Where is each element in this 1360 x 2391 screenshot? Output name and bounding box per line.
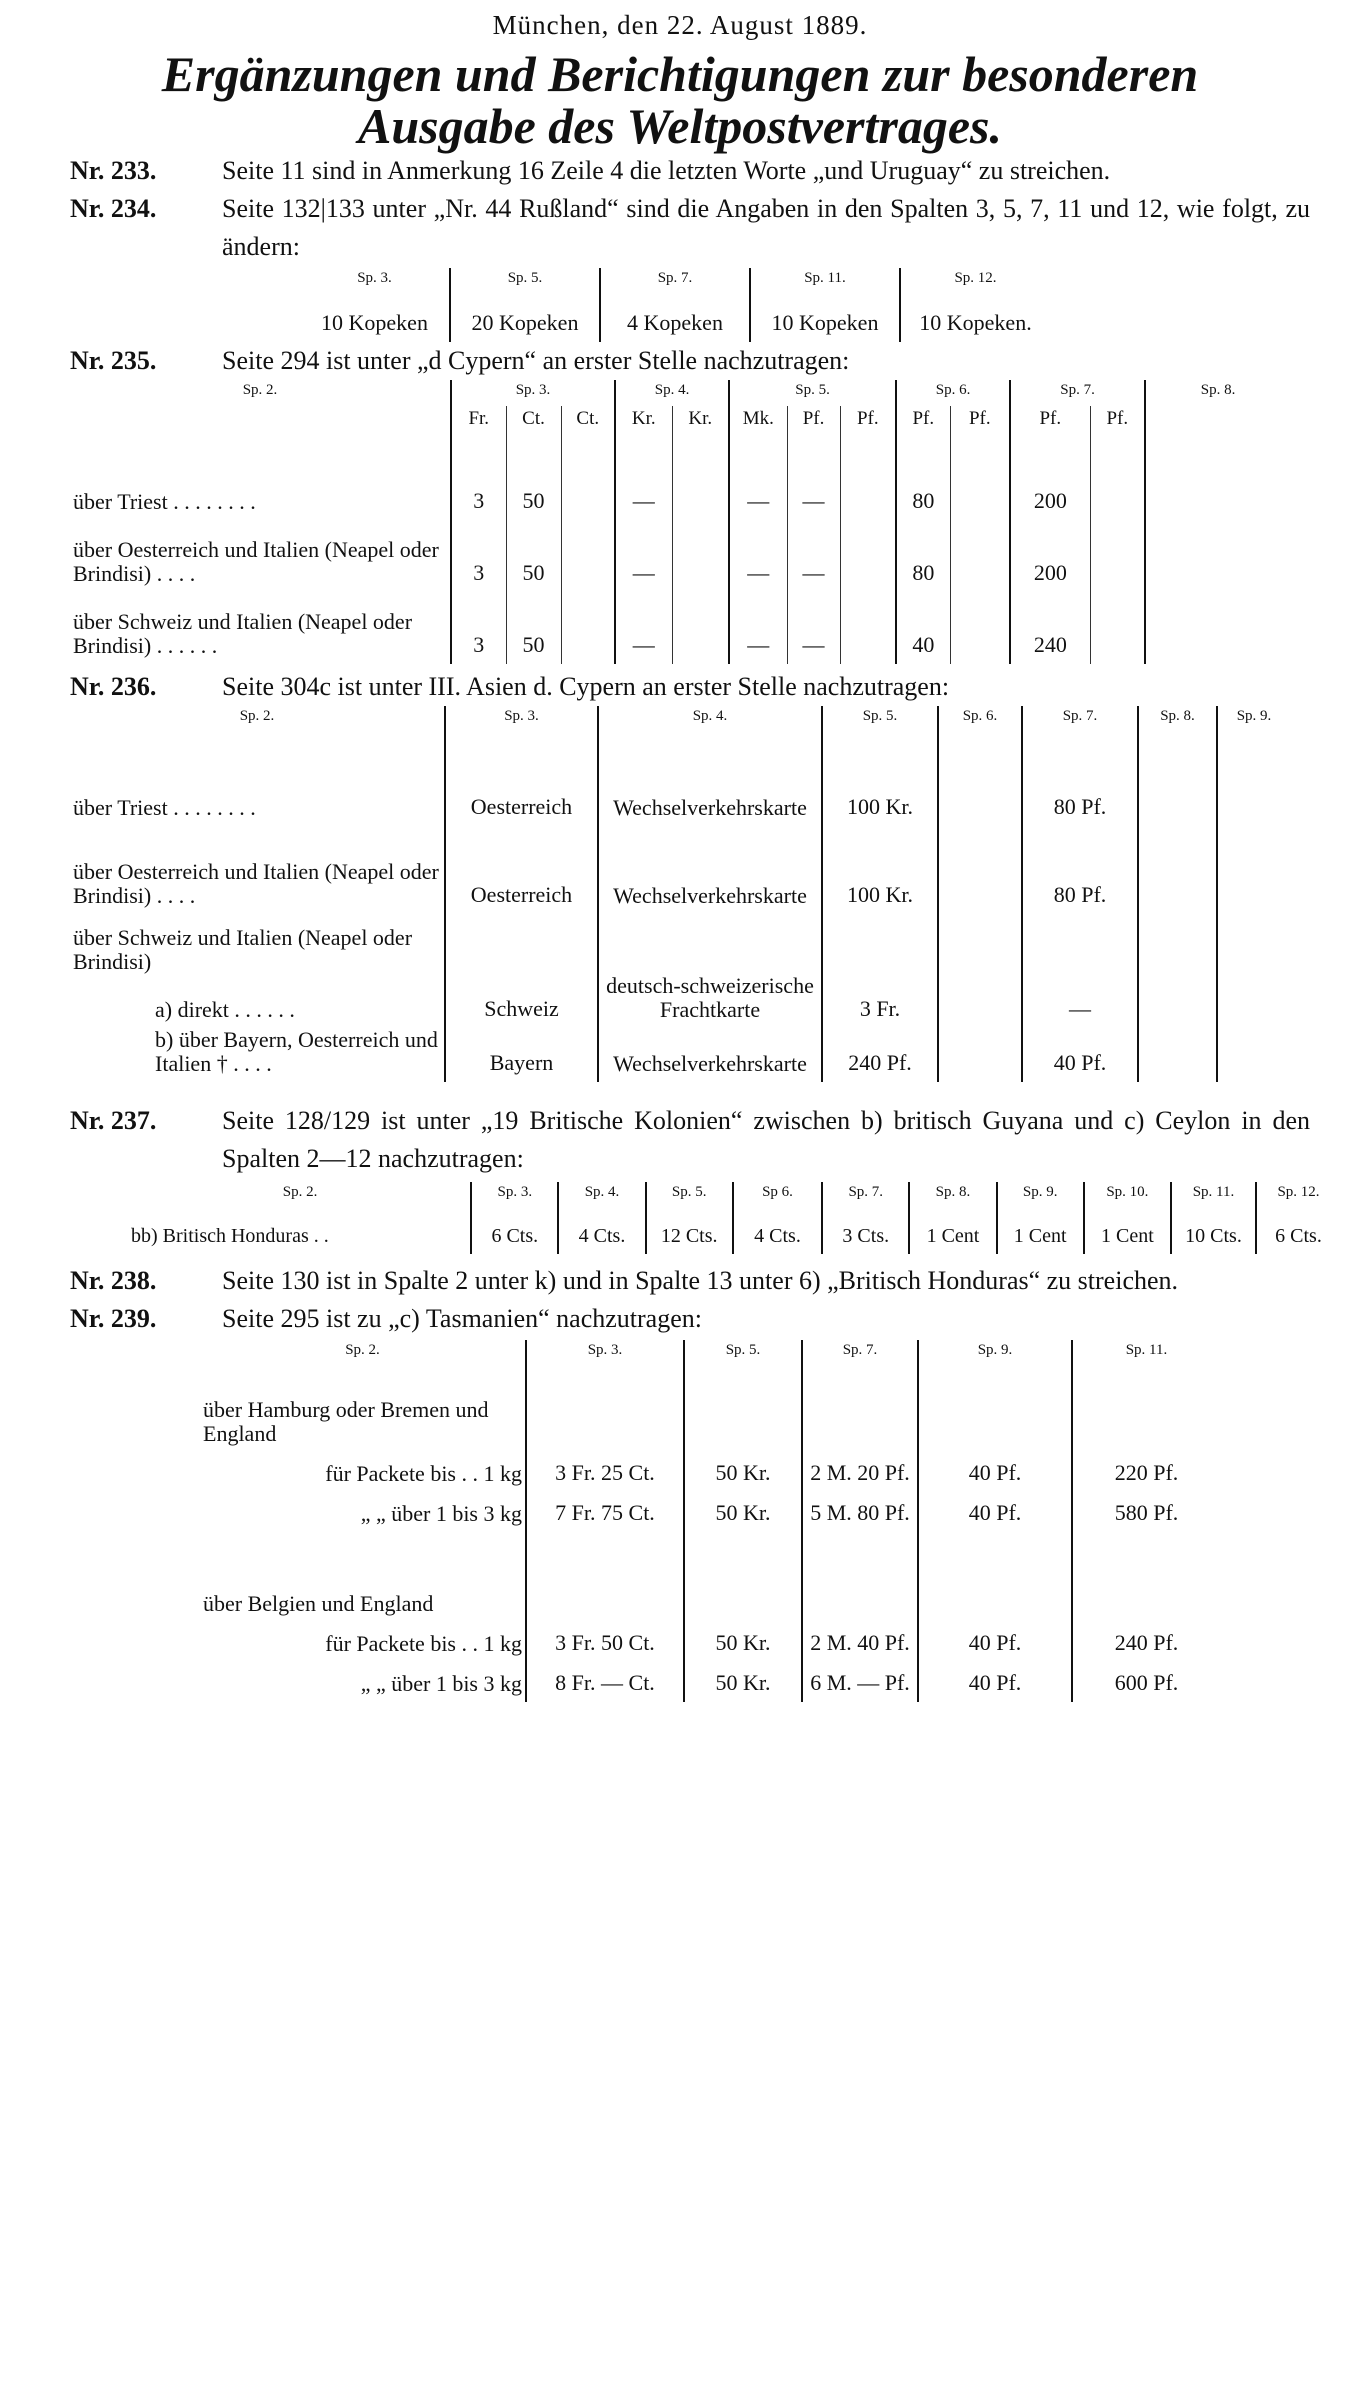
column-header: Sp. 11.: [750, 268, 900, 296]
table-row: [70, 520, 1290, 592]
table-cell: 80: [896, 448, 950, 520]
table-cell: 4 Kopeken: [600, 296, 750, 342]
table-cell: [802, 1398, 918, 1452]
entry-238: [70, 1262, 1310, 1300]
table-cell: [1217, 738, 1290, 826]
column-header: Sp. 5.: [646, 1182, 733, 1210]
unit-header: Ct.: [561, 406, 615, 448]
table-cell: [1072, 1398, 1220, 1452]
column-header: Sp. 7.: [600, 268, 750, 296]
column-header: Sp. 2.: [345, 1342, 380, 1358]
table-cell: 50: [506, 520, 561, 592]
table-cell: 80 Pf.: [1022, 826, 1138, 914]
column-group-header: Sp. 3.: [451, 380, 615, 406]
table-cell: 40 Pf.: [918, 1622, 1072, 1662]
table-cell: —: [787, 448, 840, 520]
title-line-1: Ergänzungen und Berichtigungen zur besonderen: [161, 46, 1199, 102]
table-cell: Oesterreich: [445, 826, 598, 914]
unit-header: Pf.: [950, 406, 1010, 448]
table-cell: 100 Kr.: [822, 826, 938, 914]
table-cell: —: [787, 520, 840, 592]
unit-header: Pf.: [1010, 406, 1090, 448]
table-cell: 1 Cent: [997, 1210, 1084, 1254]
table-cell: 200: [1010, 520, 1090, 592]
row-label: über Oesterreich und Italien (Neapel oder Brindisi) . . . .: [73, 537, 439, 586]
table-cell: [445, 914, 598, 974]
table-239: [200, 1340, 1220, 1702]
row-label: a) direkt . . . . . .: [155, 997, 295, 1022]
column-group-header: Sp. 5.: [729, 380, 896, 406]
header-row: [200, 1340, 1220, 1398]
column-header: Sp. 7.: [1022, 706, 1138, 738]
table-row: [200, 1492, 1220, 1532]
row-label: bb) Britisch Honduras . .: [131, 1225, 329, 1247]
unit-header: Kr.: [672, 406, 729, 448]
table-cell: 6 M. — Pf.: [802, 1662, 918, 1702]
table-row: [130, 1210, 1340, 1254]
table-cell: [526, 1532, 684, 1582]
table-cell: 50 Kr.: [684, 1622, 802, 1662]
entry-237: [70, 1102, 1310, 1178]
column-header: Sp. 2.: [282, 1184, 318, 1200]
entry-number: Nr. 239.: [70, 1304, 157, 1333]
table-cell: 10 Cts.: [1171, 1210, 1256, 1254]
column-header: Sp. 5.: [684, 1340, 802, 1398]
table-cell: 10 Kopeken: [321, 310, 428, 335]
table-cell: [938, 914, 1022, 974]
table-cell: 4 Cts.: [733, 1210, 822, 1254]
table-cell: [672, 448, 729, 520]
table-cell: 50 Kr.: [684, 1662, 802, 1702]
table-cell: [1138, 914, 1217, 974]
table-cell: 6 Cts.: [1256, 1210, 1340, 1254]
table-236: [70, 706, 1290, 1082]
table-cell: [950, 520, 1010, 592]
row-label: über Triest . . . . . . . .: [73, 489, 256, 514]
table-cell: 3 Fr. 50 Ct.: [526, 1622, 684, 1662]
table-row: [70, 592, 1290, 664]
table-row: [200, 1398, 1220, 1452]
unit-header: Pf.: [1090, 406, 1145, 448]
table-cell: 50: [506, 592, 561, 664]
table-cell: [950, 592, 1010, 664]
table-cell: [918, 1582, 1072, 1622]
table-cell: 3: [451, 448, 506, 520]
row-label: b) über Bayern, Oesterreich und Italien † . . . .: [155, 1027, 438, 1076]
column-group-header: Sp. 7.: [1010, 380, 1145, 406]
entry-number: Nr. 235.: [70, 346, 157, 375]
row-label: über Hamburg oder Bremen und England: [203, 1397, 489, 1446]
column-header: Sp. 4.: [558, 1182, 645, 1210]
table-cell: deutsch-schweizerische Frachtkarte: [598, 974, 822, 1028]
table-row: [200, 1532, 1220, 1582]
table-cell: 3: [451, 592, 506, 664]
table-cell: [1090, 448, 1145, 520]
entry-text: Seite 294 ist unter „d Cypern“ an erster Stelle nachzutragen:: [222, 346, 850, 375]
table-cell: —: [729, 592, 787, 664]
unit-header: Kr.: [615, 406, 672, 448]
table-cell: 40 Pf.: [918, 1662, 1072, 1702]
column-header: Sp. 4.: [598, 706, 822, 738]
table-cell: —: [787, 592, 840, 664]
table-cell: —: [729, 448, 787, 520]
table-cell: —: [1022, 974, 1138, 1028]
entry-text: Seite 132|133 unter „Nr. 44 Rußland“ sind die Angaben in den Spalten 3, 5, 7, 11 und 12, wie folgt, zu ändern:: [222, 194, 1310, 261]
column-header: Sp. 5.: [822, 706, 938, 738]
column-header: Sp. 12.: [900, 268, 1050, 296]
table-cell: 580 Pf.: [1072, 1492, 1220, 1532]
column-header: Sp 6.: [733, 1182, 822, 1210]
table-cell: 240 Pf.: [1072, 1622, 1220, 1662]
table-cell: [1138, 826, 1217, 914]
unit-header: Mk.: [729, 406, 787, 448]
table-cell: [561, 592, 615, 664]
table-cell: 10 Kopeken.: [900, 296, 1050, 342]
table-cell: 5 M. 80 Pf.: [802, 1492, 918, 1532]
entry-number: Nr. 237.: [70, 1106, 157, 1135]
table-cell: 8 Fr. — Ct.: [526, 1662, 684, 1702]
table-cell: 240 Pf.: [822, 1028, 938, 1082]
table-row: [300, 296, 1050, 342]
row-label: für Packete bis . . 1 kg: [325, 1461, 522, 1486]
table-cell: Oesterreich: [445, 738, 598, 826]
column-header: Sp. 5.: [450, 268, 600, 296]
unit-header: Pf.: [787, 406, 840, 448]
table-cell: [672, 520, 729, 592]
table-cell: [1145, 592, 1290, 664]
entry-236: [70, 668, 1310, 706]
table-cell: [561, 448, 615, 520]
header-row: [300, 268, 1050, 296]
unit-header: Fr.: [451, 406, 506, 448]
unit-header: [1145, 406, 1290, 448]
row-label: über Oesterreich und Italien (Neapel oder Brindisi) . . . .: [73, 859, 439, 908]
table-cell: [672, 592, 729, 664]
table-cell: [1072, 1532, 1220, 1582]
unit-header: Ct.: [506, 406, 561, 448]
table-cell: [526, 1398, 684, 1452]
table-cell: 50: [506, 448, 561, 520]
table-cell: [1090, 592, 1145, 664]
table-cell: 600 Pf.: [1072, 1662, 1220, 1702]
entry-number: Nr. 236.: [70, 672, 157, 701]
table-cell: [822, 914, 938, 974]
table-cell: [1138, 738, 1217, 826]
table-cell: 40 Pf.: [1022, 1028, 1138, 1082]
entry-234: [70, 190, 1310, 266]
table-cell: [1138, 974, 1217, 1028]
table-cell: —: [615, 592, 672, 664]
table-cell: [684, 1582, 802, 1622]
column-header: Sp. 9.: [997, 1182, 1084, 1210]
table-cell: [938, 974, 1022, 1028]
table-cell: [840, 520, 896, 592]
table-cell: 80 Pf.: [1022, 738, 1138, 826]
column-header: Sp. 9.: [918, 1340, 1072, 1398]
column-group-header: Sp. 4.: [615, 380, 729, 406]
column-header: Sp. 11.: [1072, 1340, 1220, 1398]
table-cell: 2 M. 20 Pf.: [802, 1452, 918, 1492]
table-cell: [1022, 914, 1138, 974]
header-row: [70, 706, 1290, 738]
table-cell: 220 Pf.: [1072, 1452, 1220, 1492]
table-cell: [684, 1532, 802, 1582]
unit-header: Pf.: [840, 406, 896, 448]
date-line: München, den 22. August 1889.: [492, 10, 868, 40]
table-cell: [1217, 826, 1290, 914]
group-header-row: [70, 380, 1290, 406]
table-cell: [938, 1028, 1022, 1082]
column-group-header: Sp. 2.: [242, 382, 278, 398]
table-cell: 12 Cts.: [646, 1210, 733, 1254]
table-cell: 20 Kopeken: [450, 296, 600, 342]
entry-233: [70, 152, 1310, 190]
table-235: [70, 380, 1290, 664]
table-cell: [561, 520, 615, 592]
table-cell: 40: [896, 592, 950, 664]
column-header: Sp. 8.: [909, 1182, 996, 1210]
table-row: [70, 914, 1290, 974]
table-cell: 3 Fr.: [822, 974, 938, 1028]
table-cell: [1145, 448, 1290, 520]
table-cell: 50 Kr.: [684, 1492, 802, 1532]
table-cell: 7 Fr. 75 Ct.: [526, 1492, 684, 1532]
table-cell: [1090, 520, 1145, 592]
column-header: Sp. 8.: [1138, 706, 1217, 738]
table-cell: 50 Kr.: [684, 1452, 802, 1492]
table-cell: —: [615, 520, 672, 592]
table-cell: 10 Kopeken: [750, 296, 900, 342]
table-cell: 240: [1010, 592, 1090, 664]
table-cell: [802, 1582, 918, 1622]
table-cell: [918, 1532, 1072, 1582]
column-header: Sp. 3.: [526, 1340, 684, 1398]
table-cell: Schweiz: [445, 974, 598, 1028]
row-label: über Schweiz und Italien (Neapel oder Brindisi) . . . . . .: [73, 609, 413, 658]
table-row: [70, 738, 1290, 826]
table-cell: 40 Pf.: [918, 1452, 1072, 1492]
table-cell: [1145, 520, 1290, 592]
row-label: „ „ über 1 bis 3 kg: [360, 1501, 522, 1526]
table-cell: 200: [1010, 448, 1090, 520]
column-header: Sp. 7.: [822, 1182, 909, 1210]
table-cell: 80: [896, 520, 950, 592]
column-header: Sp. 2.: [239, 708, 275, 724]
column-header: Sp. 3.: [357, 270, 392, 286]
table-cell: 1 Cent: [909, 1210, 996, 1254]
table-cell: [840, 592, 896, 664]
column-header: Sp. 12.: [1256, 1182, 1340, 1210]
column-header: Sp. 7.: [802, 1340, 918, 1398]
table-cell: [840, 448, 896, 520]
entry-text: Seite 130 ist in Spalte 2 unter k) und in Spalte 13 unter 6) „Britisch Honduras“ zu streichen.: [222, 1266, 1179, 1295]
table-cell: [1217, 974, 1290, 1028]
row-label: „ „ über 1 bis 3 kg: [360, 1671, 522, 1696]
table-cell: [526, 1582, 684, 1622]
table-cell: [1138, 1028, 1217, 1082]
table-cell: [802, 1532, 918, 1582]
table-cell: [918, 1398, 1072, 1452]
table-cell: 3 Cts.: [822, 1210, 909, 1254]
column-header: Sp. 10.: [1084, 1182, 1171, 1210]
table-row: [200, 1452, 1220, 1492]
entry-number: Nr. 238.: [70, 1266, 157, 1295]
page-title: [0, 48, 1360, 152]
table-cell: 4 Cts.: [558, 1210, 645, 1254]
table-row: [70, 826, 1290, 914]
table-cell: 2 M. 40 Pf.: [802, 1622, 918, 1662]
column-group-header: Sp. 6.: [896, 380, 1010, 406]
title-line-2: Ausgabe des Weltpostvertrages.: [358, 98, 1002, 154]
entry-number: Nr. 234.: [70, 194, 157, 223]
table-cell: [938, 826, 1022, 914]
table-cell: [684, 1398, 802, 1452]
column-header: Sp. 9.: [1217, 706, 1290, 738]
table-234: [300, 268, 1050, 342]
table-cell: 100 Kr.: [822, 738, 938, 826]
column-group-header: Sp. 8.: [1145, 380, 1290, 406]
entry-239: [70, 1300, 1310, 1338]
table-cell: 6 Cts.: [471, 1210, 558, 1254]
table-row: [70, 974, 1290, 1028]
entry-235: [70, 342, 1310, 380]
table-row: [200, 1582, 1220, 1622]
row-label: für Packete bis . . 1 kg: [325, 1631, 522, 1656]
table-cell: 3: [451, 520, 506, 592]
column-header: Sp. 3.: [445, 706, 598, 738]
table-row: [70, 448, 1290, 520]
entry-number: Nr. 233.: [70, 156, 157, 185]
table-cell: [1217, 914, 1290, 974]
entry-text: Seite 128/129 ist unter „19 Britische Kolonien“ zwischen b) britisch Guyana und c) Ceylon in den Spalten 2—12 nachzutragen:: [222, 1106, 1310, 1173]
row-label: über Triest . . . . . . . .: [73, 795, 256, 820]
table-row: [70, 1028, 1290, 1082]
unit-header: Pf.: [896, 406, 950, 448]
column-header: Sp. 11.: [1171, 1182, 1256, 1210]
table-cell: 1 Cent: [1084, 1210, 1171, 1254]
table-cell: —: [615, 448, 672, 520]
table-cell: —: [729, 520, 787, 592]
table-cell: Wechselverkehrskarte: [598, 1028, 822, 1082]
table-cell: [1072, 1582, 1220, 1622]
table-cell: [950, 448, 1010, 520]
header-row: [130, 1182, 1340, 1210]
table-cell: 40 Pf.: [918, 1492, 1072, 1532]
column-header: Sp. 6.: [938, 706, 1022, 738]
row-label: über Belgien und England: [203, 1591, 434, 1616]
row-label: [200, 1532, 526, 1582]
table-237: [130, 1182, 1340, 1254]
table-cell: [598, 914, 822, 974]
table-row: [200, 1622, 1220, 1662]
table-row: [200, 1662, 1220, 1702]
column-header: Sp. 3.: [471, 1182, 558, 1210]
row-label: über Schweiz und Italien (Neapel oder Brindisi): [73, 925, 413, 974]
table-cell: Wechselverkehrskarte: [598, 826, 822, 914]
table-cell: Wechselverkehrskarte: [598, 738, 822, 826]
entry-text: Seite 295 ist zu „c) Tasmanien“ nachzutragen:: [222, 1304, 702, 1333]
table-cell: 3 Fr. 25 Ct.: [526, 1452, 684, 1492]
table-cell: Bayern: [445, 1028, 598, 1082]
entry-text: Seite 304c ist unter III. Asien d. Cypern an erster Stelle nachzutragen:: [222, 672, 950, 701]
entry-text: Seite 11 sind in Anmerkung 16 Zeile 4 die letzten Worte „und Uruguay“ zu streichen.: [222, 156, 1111, 185]
table-cell: [938, 738, 1022, 826]
table-cell: [1217, 1028, 1290, 1082]
